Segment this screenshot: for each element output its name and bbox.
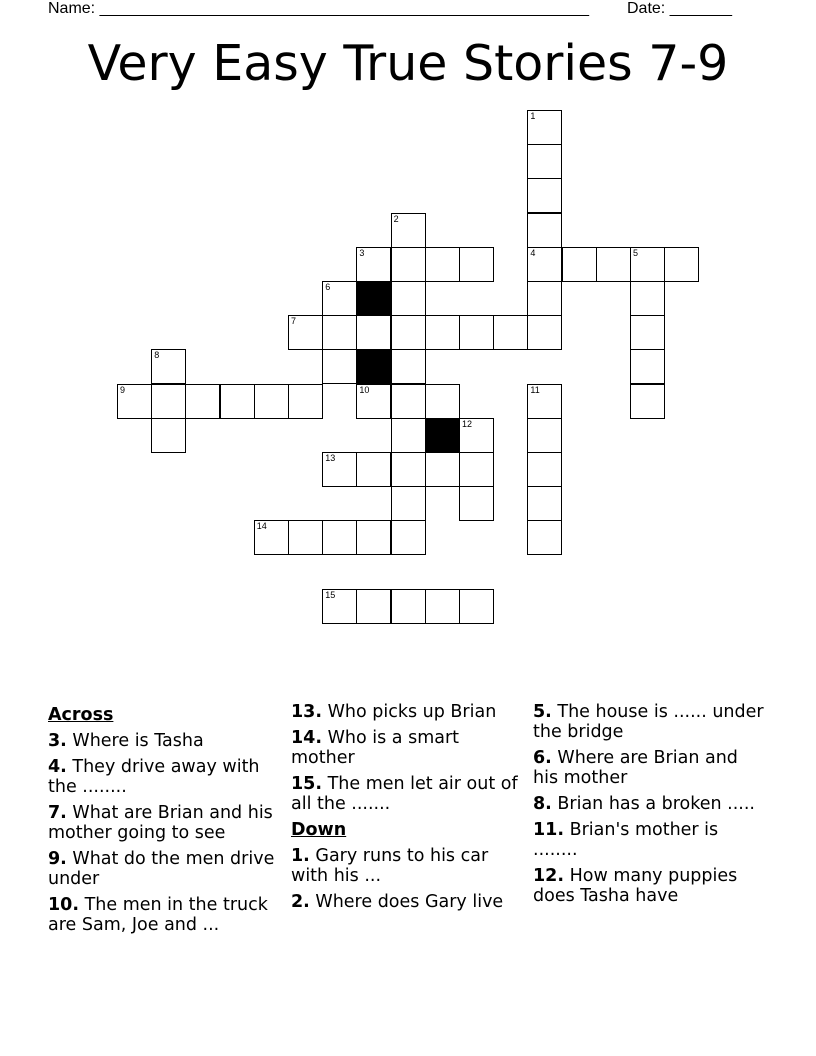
clue-item	[48, 895, 280, 935]
crossword-cell[interactable]	[391, 349, 426, 384]
crossword-cell[interactable]	[425, 315, 460, 350]
crossword-cell[interactable]	[527, 452, 562, 487]
crossword-cell[interactable]	[322, 452, 357, 487]
down-heading: Down	[291, 820, 347, 840]
crossword-cell[interactable]	[322, 349, 357, 384]
clue-number: 8	[154, 350, 160, 361]
crossword-cell[interactable]	[391, 486, 426, 521]
date-field-label: Date: _______	[627, 0, 732, 17]
crossword-cell[interactable]	[630, 315, 665, 350]
crossword-cell[interactable]	[630, 384, 665, 419]
clue-number-label: 7.	[48, 803, 67, 823]
clue-number-label: 12.	[533, 866, 565, 886]
crossword-cell[interactable]	[459, 452, 494, 487]
clue-text: Gary runs to his car with his ...	[291, 846, 489, 886]
crossword-cell[interactable]	[185, 384, 220, 419]
crossword-cell[interactable]	[151, 418, 186, 453]
crossword-cell[interactable]	[527, 144, 562, 179]
clue-item	[291, 702, 523, 722]
crossword-cell[interactable]	[322, 315, 357, 350]
crossword-cell[interactable]	[356, 247, 391, 282]
clue-number: 14	[256, 521, 267, 532]
crossword-cell[interactable]	[664, 247, 699, 282]
clue-text: Brian's mother is ........	[533, 820, 719, 860]
page-title: Very Easy True Stories 7-9	[87, 35, 729, 92]
clue-number: 3	[359, 247, 365, 258]
clue-number-label: 6.	[533, 748, 552, 768]
clue-item	[48, 731, 280, 751]
crossword-cell[interactable]	[630, 247, 665, 282]
down-clue-list	[291, 846, 523, 912]
crossword-cell[interactable]	[459, 589, 494, 624]
crossword-cell[interactable]	[425, 452, 460, 487]
clue-number-label: 14.	[291, 728, 323, 748]
clue-number: 10	[359, 384, 370, 395]
crossword-cell[interactable]	[288, 315, 323, 350]
crossword-cell[interactable]	[459, 247, 494, 282]
clue-text: The men in the truck are Sam, Joe and ...	[48, 895, 268, 935]
clue-text: How many puppies does Tasha have	[533, 866, 738, 906]
crossword-cell[interactable]	[391, 520, 426, 555]
clue-number-label: 10.	[48, 895, 80, 915]
clue-item	[533, 820, 765, 860]
clue-number: 2	[393, 213, 399, 224]
crossword-cell[interactable]	[527, 520, 562, 555]
black-square	[356, 281, 391, 316]
crossword-cell[interactable]	[527, 384, 562, 419]
clue-text: Brian has a broken .....	[551, 794, 755, 814]
crossword-cell[interactable]	[527, 486, 562, 521]
down-clue-list-continued	[533, 702, 765, 906]
clue-text: The men let air out of all the .......	[291, 774, 518, 814]
clue-item	[48, 803, 280, 843]
clue-item	[291, 728, 523, 768]
clue-text: They drive away with the ........	[48, 757, 260, 797]
black-square	[425, 418, 460, 453]
clue-text: What do the men drive under	[48, 849, 275, 889]
crossword-cell[interactable]	[322, 520, 357, 555]
across-clue-list-continued	[291, 702, 523, 814]
crossword-cell[interactable]	[425, 247, 460, 282]
crossword-cell[interactable]	[322, 281, 357, 316]
crossword-cell[interactable]	[630, 349, 665, 384]
crossword-cell[interactable]	[288, 520, 323, 555]
crossword-cell[interactable]	[322, 589, 357, 624]
clue-item	[48, 849, 280, 889]
clue-text: What are Brian and his mother going to see	[48, 803, 273, 843]
crossword-cell[interactable]	[562, 247, 597, 282]
crossword-cell[interactable]	[527, 418, 562, 453]
crossword-cell[interactable]	[425, 384, 460, 419]
clue-item	[291, 846, 523, 886]
clue-item	[48, 757, 280, 797]
crossword-cell[interactable]	[117, 384, 152, 419]
clue-text: Where are Brian and his mother	[533, 748, 738, 788]
crossword-cell[interactable]	[391, 452, 426, 487]
clue-item	[291, 774, 523, 814]
clue-number: 12	[462, 418, 473, 429]
crossword-cell[interactable]	[527, 213, 562, 248]
clue-number-label: 8.	[533, 794, 552, 814]
clue-item	[533, 866, 765, 906]
crossword-cell[interactable]	[527, 178, 562, 213]
crossword-cell[interactable]	[288, 384, 323, 419]
crossword-cell[interactable]	[391, 384, 426, 419]
crossword-cell[interactable]	[254, 384, 289, 419]
crossword-cell[interactable]	[459, 486, 494, 521]
clue-number: 6	[325, 282, 331, 292]
clue-number: 9	[120, 384, 126, 395]
clue-number-label: 2.	[291, 892, 310, 912]
crossword-cell[interactable]	[493, 315, 528, 350]
crossword-cell[interactable]	[391, 247, 426, 282]
crossword-cell[interactable]	[356, 520, 391, 555]
clue-number: 1	[530, 111, 536, 121]
clue-number-label: 3.	[48, 731, 67, 751]
crossword-cell[interactable]	[391, 418, 426, 453]
crossword-cell[interactable]	[630, 281, 665, 316]
across-heading: Across	[48, 705, 114, 725]
clue-number: 4	[530, 247, 536, 258]
crossword-cell[interactable]	[151, 349, 186, 384]
clue-text: Where does Gary live	[309, 892, 504, 912]
crossword-cell[interactable]	[391, 213, 426, 248]
crossword-cell[interactable]	[425, 589, 460, 624]
clues-column-3	[533, 702, 765, 912]
crossword-cell[interactable]	[356, 315, 391, 350]
clue-item	[533, 794, 765, 814]
crossword-cell[interactable]	[391, 281, 426, 316]
clues-column-1	[48, 702, 280, 941]
clue-item	[533, 748, 765, 788]
crossword-cell[interactable]	[356, 452, 391, 487]
clue-number-label: 15.	[291, 774, 323, 794]
clue-text: Who is a smart mother	[291, 728, 460, 768]
crossword-cell[interactable]	[527, 281, 562, 316]
black-square	[356, 349, 391, 384]
clue-number: 7	[291, 316, 297, 327]
across-clue-list	[48, 731, 280, 935]
crossword-cell[interactable]	[356, 384, 391, 419]
clue-number: 5	[633, 247, 639, 258]
clue-number-label: 1.	[291, 846, 310, 866]
clue-number-label: 11.	[533, 820, 565, 840]
clue-number: 15	[325, 589, 336, 600]
clue-item	[533, 702, 765, 742]
name-field-label: Name: _______________________________________________________	[48, 0, 589, 17]
clue-number: 13	[325, 453, 336, 463]
clue-number-label: 5.	[533, 702, 552, 722]
clue-text: The house is ...... under the bridge	[533, 702, 764, 742]
clue-number: 11	[530, 384, 540, 395]
crossword-cell[interactable]	[356, 589, 391, 624]
crossword-cell[interactable]	[391, 315, 426, 350]
clue-text: Who picks up Brian	[322, 702, 497, 722]
clue-number-label: 4.	[48, 757, 67, 777]
crossword-cell[interactable]	[254, 520, 289, 555]
crossword-cell[interactable]	[459, 418, 494, 453]
crossword-cell[interactable]	[527, 110, 562, 145]
clue-text: Where is Tasha	[66, 731, 204, 751]
crossword-cell[interactable]	[459, 315, 494, 350]
crossword-cell[interactable]	[596, 247, 631, 282]
crossword-cell[interactable]	[220, 384, 255, 419]
clue-number-label: 13.	[291, 702, 323, 722]
crossword-cell[interactable]	[527, 315, 562, 350]
clues-column-2	[291, 702, 523, 918]
clue-number-label: 9.	[48, 849, 67, 869]
crossword-cell[interactable]	[151, 384, 186, 419]
crossword-cell[interactable]	[391, 589, 426, 624]
clue-item	[291, 892, 523, 912]
crossword-cell[interactable]	[527, 247, 562, 282]
